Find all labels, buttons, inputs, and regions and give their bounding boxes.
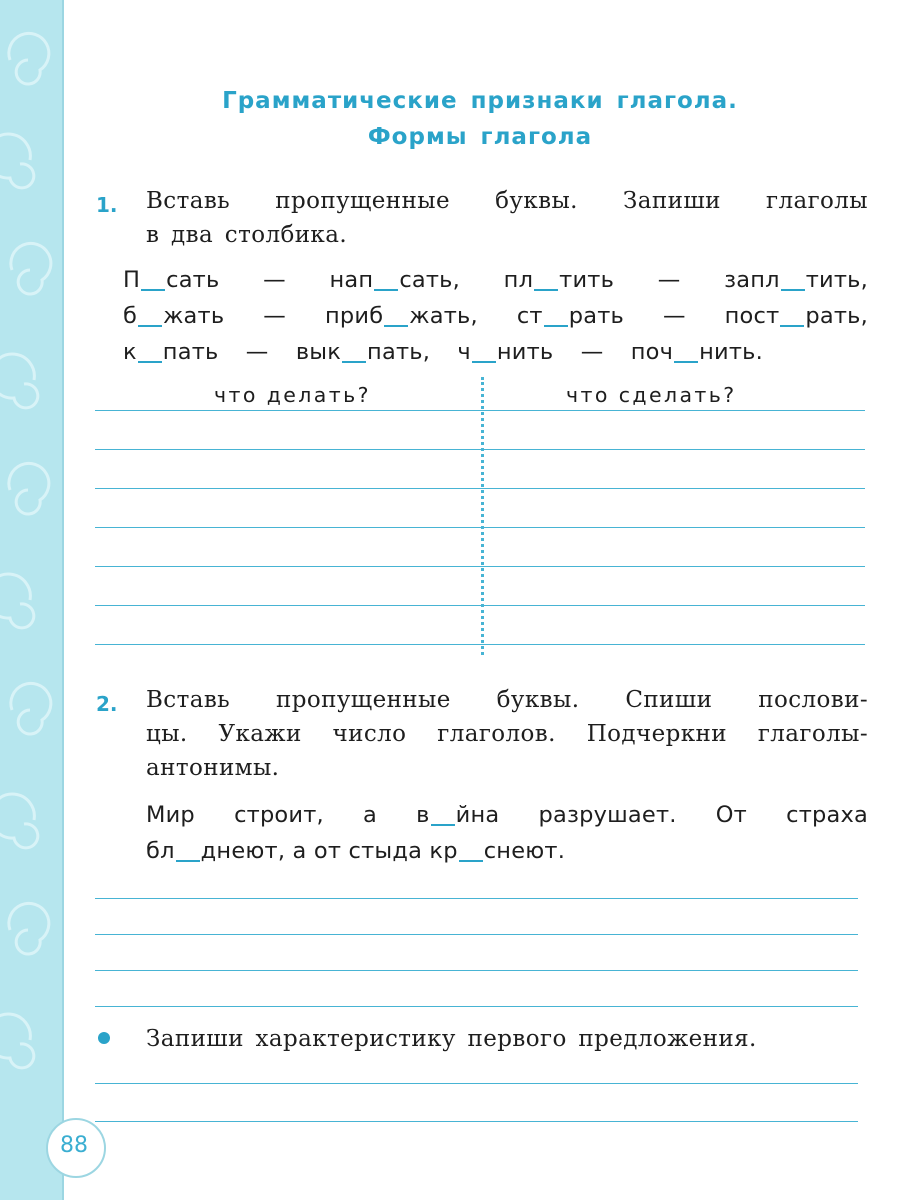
blank-gap[interactable] <box>384 305 408 327</box>
writing-line[interactable] <box>95 1083 858 1084</box>
blank-gap[interactable] <box>342 341 366 363</box>
exercise-text: к <box>123 339 137 365</box>
exercise-text: рать — пост <box>568 303 780 329</box>
blank-gap[interactable] <box>141 269 165 291</box>
task-1-instruction-line: Вставь пропущенные буквы. Запиши глаголы <box>146 188 868 214</box>
bullet-icon <box>98 1032 110 1044</box>
writing-line[interactable] <box>95 527 865 528</box>
exercise-text: йна разрушает. От страха <box>455 802 868 828</box>
blank-gap[interactable] <box>544 305 568 327</box>
exercise-text: Мир строит, а в <box>146 802 430 828</box>
task-3-instruction-line: Запиши характеристику первого предложения. <box>146 1026 757 1052</box>
exercise-row-2 <box>123 298 868 334</box>
task-2-instruction-line: Вставь пропущенные буквы. Спиши послови- <box>146 687 868 713</box>
blank-gap[interactable] <box>781 269 805 291</box>
task-2-exercise <box>146 797 868 869</box>
blank-gap[interactable] <box>674 341 698 363</box>
exercise-text: тить — запл <box>559 267 780 293</box>
swirl-pattern <box>0 0 62 1200</box>
column-divider <box>481 377 484 655</box>
writing-line[interactable] <box>95 1121 858 1122</box>
proverb-row-2 <box>146 833 868 869</box>
exercise-text: тить, <box>805 267 868 293</box>
exercise-text: сать, пл <box>399 267 534 293</box>
exercise-text: П <box>123 267 141 293</box>
task-2-instruction-line: антонимы. <box>146 755 280 781</box>
exercise-row-3 <box>123 334 763 370</box>
writing-line[interactable] <box>95 449 865 450</box>
exercise-text: пать, ч <box>367 339 471 365</box>
writing-line[interactable] <box>95 970 858 971</box>
blank-gap[interactable] <box>534 269 558 291</box>
exercise-text: рать, <box>805 303 868 329</box>
writing-line[interactable] <box>95 605 865 606</box>
blank-gap[interactable] <box>176 840 200 862</box>
writing-line[interactable] <box>95 934 858 935</box>
task-2-number: 2. <box>96 692 118 716</box>
exercise-text: сать — нап <box>166 267 374 293</box>
task-2-instruction <box>146 683 868 785</box>
blank-gap[interactable] <box>472 341 496 363</box>
blank-gap[interactable] <box>459 840 483 862</box>
exercise-text: пать — вык <box>162 339 342 365</box>
task-1-exercise <box>123 262 868 370</box>
writing-line[interactable] <box>95 644 865 645</box>
page-number: 88 <box>60 1133 88 1158</box>
page-title: Грамматические признаки глагола. <box>222 88 738 114</box>
exercise-text: бл <box>146 838 175 864</box>
blank-gap[interactable] <box>431 804 455 826</box>
exercise-text: нить — поч <box>496 339 674 365</box>
writing-line[interactable] <box>95 566 865 567</box>
writing-line[interactable] <box>95 898 858 899</box>
exercise-text: снеют. <box>483 838 566 864</box>
task-1-instruction <box>146 184 868 252</box>
writing-line[interactable] <box>95 410 865 411</box>
blank-gap[interactable] <box>780 305 804 327</box>
exercise-text: жать, ст <box>409 303 543 329</box>
writing-line[interactable] <box>95 1006 858 1007</box>
blank-gap[interactable] <box>138 341 162 363</box>
column-header-what-to-do: что делать? <box>214 383 371 407</box>
task-1-number: 1. <box>96 193 118 217</box>
exercise-text: нить. <box>699 339 763 365</box>
exercise-text: днеют, а от стыда кр <box>200 838 458 864</box>
exercise-text: б <box>123 303 138 329</box>
column-header-what-to-complete: что сделать? <box>566 383 737 407</box>
task-3-instruction <box>146 1022 868 1056</box>
blank-gap[interactable] <box>138 305 162 327</box>
page-subtitle: Формы глагола <box>367 124 593 150</box>
writing-line[interactable] <box>95 488 865 489</box>
exercise-text: жать — приб <box>163 303 384 329</box>
proverb-row-1 <box>146 797 868 833</box>
decorative-margin <box>0 0 62 1200</box>
page-edge-line <box>62 0 64 1200</box>
exercise-row-1 <box>123 262 868 298</box>
task-2-instruction-line: цы. Укажи число глаголов. Подчеркни глаголы- <box>146 721 868 747</box>
task-1-instruction-line: в два столбика. <box>146 222 348 248</box>
blank-gap[interactable] <box>374 269 398 291</box>
